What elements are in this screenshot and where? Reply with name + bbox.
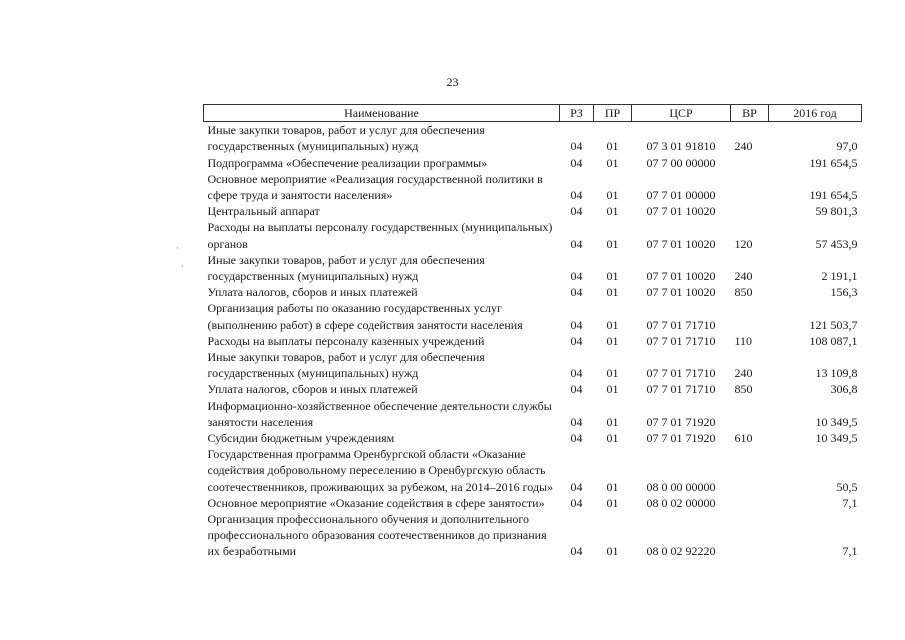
table-row bbox=[204, 300, 862, 332]
row-rz: 04 bbox=[570, 431, 583, 446]
row-name: Государственная программа Оренбургской области «Оказание содействия добровольному переселению в Оренбургскую область соотечественников, проживающих за рубежом, на 2014–2016 годы» bbox=[207, 447, 554, 494]
row-name: Иные закупки товаров, работ и услуг для обеспечения государственных (муниципальных) нужд bbox=[207, 123, 485, 154]
row-vr: 610 bbox=[734, 431, 753, 446]
table-row bbox=[204, 349, 862, 381]
row-sum: 7,1 bbox=[842, 495, 858, 510]
row-name: Организация работы по оказанию государственных услуг (выполнению работ) в сфере содействия занятости населения bbox=[207, 301, 523, 332]
row-name: Уплата налогов, сборов и иных платежей bbox=[207, 285, 418, 300]
row-vr bbox=[731, 155, 769, 171]
row-sum: 191 654,5 bbox=[809, 188, 858, 203]
row-sum: 7,1 bbox=[842, 544, 858, 559]
table-row bbox=[204, 203, 862, 219]
row-rz: 04 bbox=[570, 139, 583, 154]
row-sum: 10 349,5 bbox=[815, 414, 858, 429]
row-csr: 07 7 01 71710 bbox=[646, 382, 716, 397]
row-name: Иные закупки товаров, работ и услуг для обеспечения государственных (муниципальных) нужд bbox=[207, 252, 485, 284]
row-rz: 04 bbox=[570, 366, 583, 381]
row-name: Информационно-хозяйственное обеспечение деятельности службы занятости населения bbox=[207, 398, 552, 429]
row-csr: 07 7 01 71710 bbox=[646, 317, 716, 332]
row-pr: 01 bbox=[606, 366, 619, 381]
table-header bbox=[204, 105, 862, 122]
header-name: Наименование bbox=[204, 105, 560, 122]
row-sum: 50,5 bbox=[836, 479, 858, 494]
row-sum: 10 349,5 bbox=[815, 431, 858, 446]
row-csr: 07 7 00 00000 bbox=[646, 155, 716, 170]
row-sum: 97,0 bbox=[836, 139, 858, 154]
header-year: 2016 год bbox=[769, 105, 862, 122]
row-pr: 01 bbox=[606, 495, 619, 510]
scan-mark: · bbox=[176, 243, 179, 253]
row-pr: 01 bbox=[606, 285, 619, 300]
row-pr: 01 bbox=[606, 155, 619, 170]
row-vr: 120 bbox=[734, 236, 753, 251]
row-name: Иные закупки товаров, работ и услуг для обеспечения государственных (муниципальных) нужд bbox=[207, 350, 485, 381]
scan-mark: · bbox=[181, 261, 184, 271]
row-sum: 57 453,9 bbox=[815, 236, 858, 251]
row-pr: 01 bbox=[606, 382, 619, 397]
table-row bbox=[204, 171, 862, 203]
row-pr: 01 bbox=[606, 333, 619, 348]
table-row bbox=[204, 155, 862, 171]
header-csr: ЦСР bbox=[632, 105, 731, 122]
row-sum: 121 503,7 bbox=[809, 317, 858, 332]
header-pr: ПР bbox=[594, 105, 632, 122]
row-rz: 04 bbox=[570, 382, 583, 397]
row-pr: 01 bbox=[606, 479, 619, 494]
row-rz: 04 bbox=[570, 333, 583, 348]
row-vr bbox=[731, 511, 769, 560]
row-pr: 01 bbox=[606, 414, 619, 429]
row-pr: 01 bbox=[606, 204, 619, 219]
row-csr: 08 0 02 00000 bbox=[646, 495, 716, 510]
row-vr bbox=[731, 495, 769, 511]
row-rz: 04 bbox=[570, 544, 583, 559]
budget-table bbox=[203, 104, 862, 560]
row-rz: 04 bbox=[570, 414, 583, 429]
table-row bbox=[204, 511, 862, 560]
row-name: Организация профессионального обучения и дополнительного профессионального образования соотечественников до признания их безработными bbox=[207, 512, 547, 559]
row-vr: 240 bbox=[734, 139, 753, 154]
table-row bbox=[204, 252, 862, 284]
row-vr: 850 bbox=[734, 285, 753, 300]
table-row bbox=[204, 446, 862, 495]
row-vr bbox=[731, 446, 769, 495]
row-csr: 07 7 01 10020 bbox=[646, 269, 716, 284]
row-name: Центральный аппарат bbox=[207, 204, 320, 219]
row-rz: 04 bbox=[570, 285, 583, 300]
table-row bbox=[204, 430, 862, 446]
header-rz: РЗ bbox=[560, 105, 594, 122]
page-number: 23 bbox=[446, 75, 459, 89]
row-rz: 04 bbox=[570, 188, 583, 203]
row-csr: 07 7 01 71710 bbox=[646, 366, 716, 381]
row-rz: 04 bbox=[570, 269, 583, 284]
table-row bbox=[204, 333, 862, 349]
row-pr: 01 bbox=[606, 317, 619, 332]
row-rz: 04 bbox=[570, 317, 583, 332]
row-vr: 240 bbox=[734, 269, 753, 284]
row-name: Основное мероприятие «Оказание содействия в сфере занятости» bbox=[207, 495, 545, 510]
header-vr: ВР bbox=[731, 105, 769, 122]
row-pr: 01 bbox=[606, 431, 619, 446]
row-name: Основное мероприятие «Реализация государственной политики в сфере труда и занятости населения» bbox=[207, 171, 543, 203]
row-csr: 07 7 01 10020 bbox=[646, 285, 716, 300]
row-csr: 07 7 01 00000 bbox=[646, 188, 716, 203]
row-pr: 01 bbox=[606, 139, 619, 154]
table-row bbox=[204, 495, 862, 511]
row-rz: 04 bbox=[570, 155, 583, 170]
row-csr: 07 7 01 71920 bbox=[646, 414, 716, 429]
row-pr: 01 bbox=[606, 236, 619, 251]
row-csr: 07 7 01 10020 bbox=[646, 204, 716, 219]
row-csr: 07 3 01 91810 bbox=[646, 139, 716, 154]
row-sum: 2 191,1 bbox=[821, 269, 858, 284]
row-vr: 850 bbox=[734, 382, 753, 397]
row-sum: 191 654,5 bbox=[809, 155, 858, 170]
row-csr: 08 0 02 92220 bbox=[646, 544, 716, 559]
row-rz: 04 bbox=[570, 495, 583, 510]
row-csr: 07 7 01 71710 bbox=[646, 333, 716, 348]
row-pr: 01 bbox=[606, 544, 619, 559]
row-sum: 13 109,8 bbox=[815, 366, 858, 381]
row-csr: 08 0 00 00000 bbox=[646, 479, 716, 494]
row-vr: 240 bbox=[734, 366, 753, 381]
row-rz: 04 bbox=[570, 204, 583, 219]
row-rz: 04 bbox=[570, 479, 583, 494]
table-body bbox=[204, 122, 862, 560]
row-pr: 01 bbox=[606, 188, 619, 203]
row-sum: 108 087,1 bbox=[809, 333, 858, 348]
row-name: Подпрограмма «Обеспечение реализации программы» bbox=[207, 155, 488, 170]
row-vr bbox=[731, 171, 769, 203]
row-sum: 306,8 bbox=[830, 382, 858, 397]
row-vr bbox=[731, 203, 769, 219]
row-rz: 04 bbox=[570, 236, 583, 251]
row-name: Субсидии бюджетным учреждениям bbox=[207, 431, 395, 446]
row-vr: 110 bbox=[734, 333, 753, 348]
row-name: Уплата налогов, сборов и иных платежей bbox=[207, 382, 418, 397]
row-vr bbox=[731, 300, 769, 332]
table-row bbox=[204, 381, 862, 397]
row-sum: 156,3 bbox=[830, 285, 858, 300]
table-row bbox=[204, 219, 862, 251]
table-row bbox=[204, 284, 862, 300]
row-name: Расходы на выплаты персоналу казенных учреждений bbox=[207, 333, 485, 348]
row-pr: 01 bbox=[606, 269, 619, 284]
row-sum: 59 801,3 bbox=[815, 204, 858, 219]
row-csr: 07 7 01 71920 bbox=[646, 431, 716, 446]
table-row bbox=[204, 122, 862, 155]
row-name: Расходы на выплаты персоналу государственных (муниципальных) органов bbox=[207, 220, 553, 251]
row-csr: 07 7 01 10020 bbox=[646, 236, 716, 251]
row-vr bbox=[731, 398, 769, 430]
table-row bbox=[204, 398, 862, 430]
